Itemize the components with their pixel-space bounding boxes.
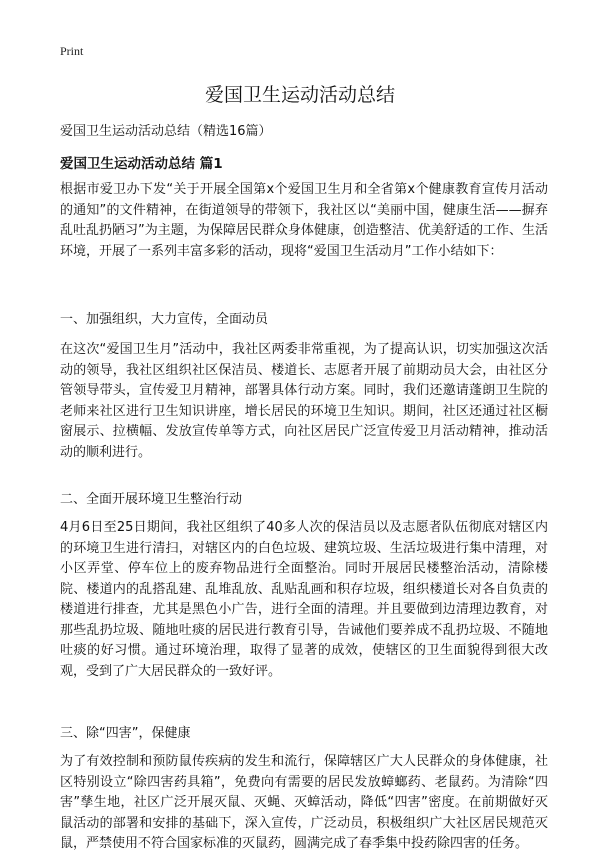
part3-heading: 三、除“四害”，保健康 xyxy=(60,726,191,741)
print-link[interactable]: Print xyxy=(60,44,84,58)
part2-paragraph: 4月6日至25日期间，我社区组织了40多人次的保洁员以及志愿者队伍彻底对辖区内的环境卫生进行清扫，对辖区内的白色垃圾、建筑垃圾、生活垃圾进行集中清理，对小区弄堂、停车位上的废弃物品进行全面整治。同时开展居民楼整治活动，清除楼院、楼道内的乱搭乱建、乱堆乱放、乱贴乱画和积存垃圾，组织楼道长对各自负责的楼道进行排查，尤其是黑色小广告，进行全面的清理。并且要做到边清理边教育，对那些乱扔垃圾、随地吐痰的居民进行教育引导，告诫他们要养成不乱扔垃圾、不随地吐痰的好习惯。通过环境治理，取得了显著的成效，使辖区的卫生面貌得到很大改观，受到了广大居民群众的一致好评。 xyxy=(60,520,548,679)
intro-paragraph: 根据市爱卫办下发“关于开展全国第x个爱国卫生月和全省第x个健康教育宣传月活动的通知”的文件精神，在街道领导的带领下，我社区以“美丽中国，健康生活——摒弃乱吐乱扔陋习”为主题，为保障居民群众身体健康，创造整洁、优美舒适的工作、生活环境，开展了一系列丰富多彩的活动，现将“爱国卫生活动月”工作小结如下： xyxy=(60,182,548,259)
part1-heading: 一、加强组织，大力宣传，全面动员 xyxy=(60,312,269,327)
part2-heading: 二、全面开展环境卫生整治行动 xyxy=(60,492,243,507)
part3-paragraph: 为了有效控制和预防鼠传疾病的发生和流行，保障辖区广大人民群众的身体健康，社区特别设立“除四害药具箱”，免费向有需要的居民发放蟑螂药、老鼠药。为清除“四害”孳生地，社区广泛开展灭鼠、灭蝇、灭蟑活动，降低“四害”密度。在前期做好灭鼠活动的部署和安排的基础下，深入宣传，广泛动员，积极组织广大社区居民规范灭鼠，严禁使用不符合国家标准的灭鼠药，圆满完成了春季集中投药除四害的任务。 xyxy=(60,754,548,851)
document-subtitle: 爱国卫生运动活动总结（精选16篇） xyxy=(60,124,272,139)
part1-paragraph: 在这次“爱国卫生月”活动中，我社区两委非常重视，为了提高认识，切实加强这次活动的领导，我社区组织社区保洁员、楼道长、志愿者开展了前期动员大会，由社区分管领导带头，宣传爱卫月精神，部署具体行动方案。同时，我们还邀请蓬朗卫生院的老师来社区进行卫生知识讲座，增长居民的环境卫生知识。期间，社区还通过社区橱窗展示、拉横幅、发放宣传单等方式，向社区居民广泛宣传爱卫月活动精神，推动活动的顺利进行。 xyxy=(60,342,548,460)
document-title: 爱国卫生运动活动总结 xyxy=(204,84,395,106)
section-title: 爱国卫生运动活动总结 篇1 xyxy=(60,156,223,172)
